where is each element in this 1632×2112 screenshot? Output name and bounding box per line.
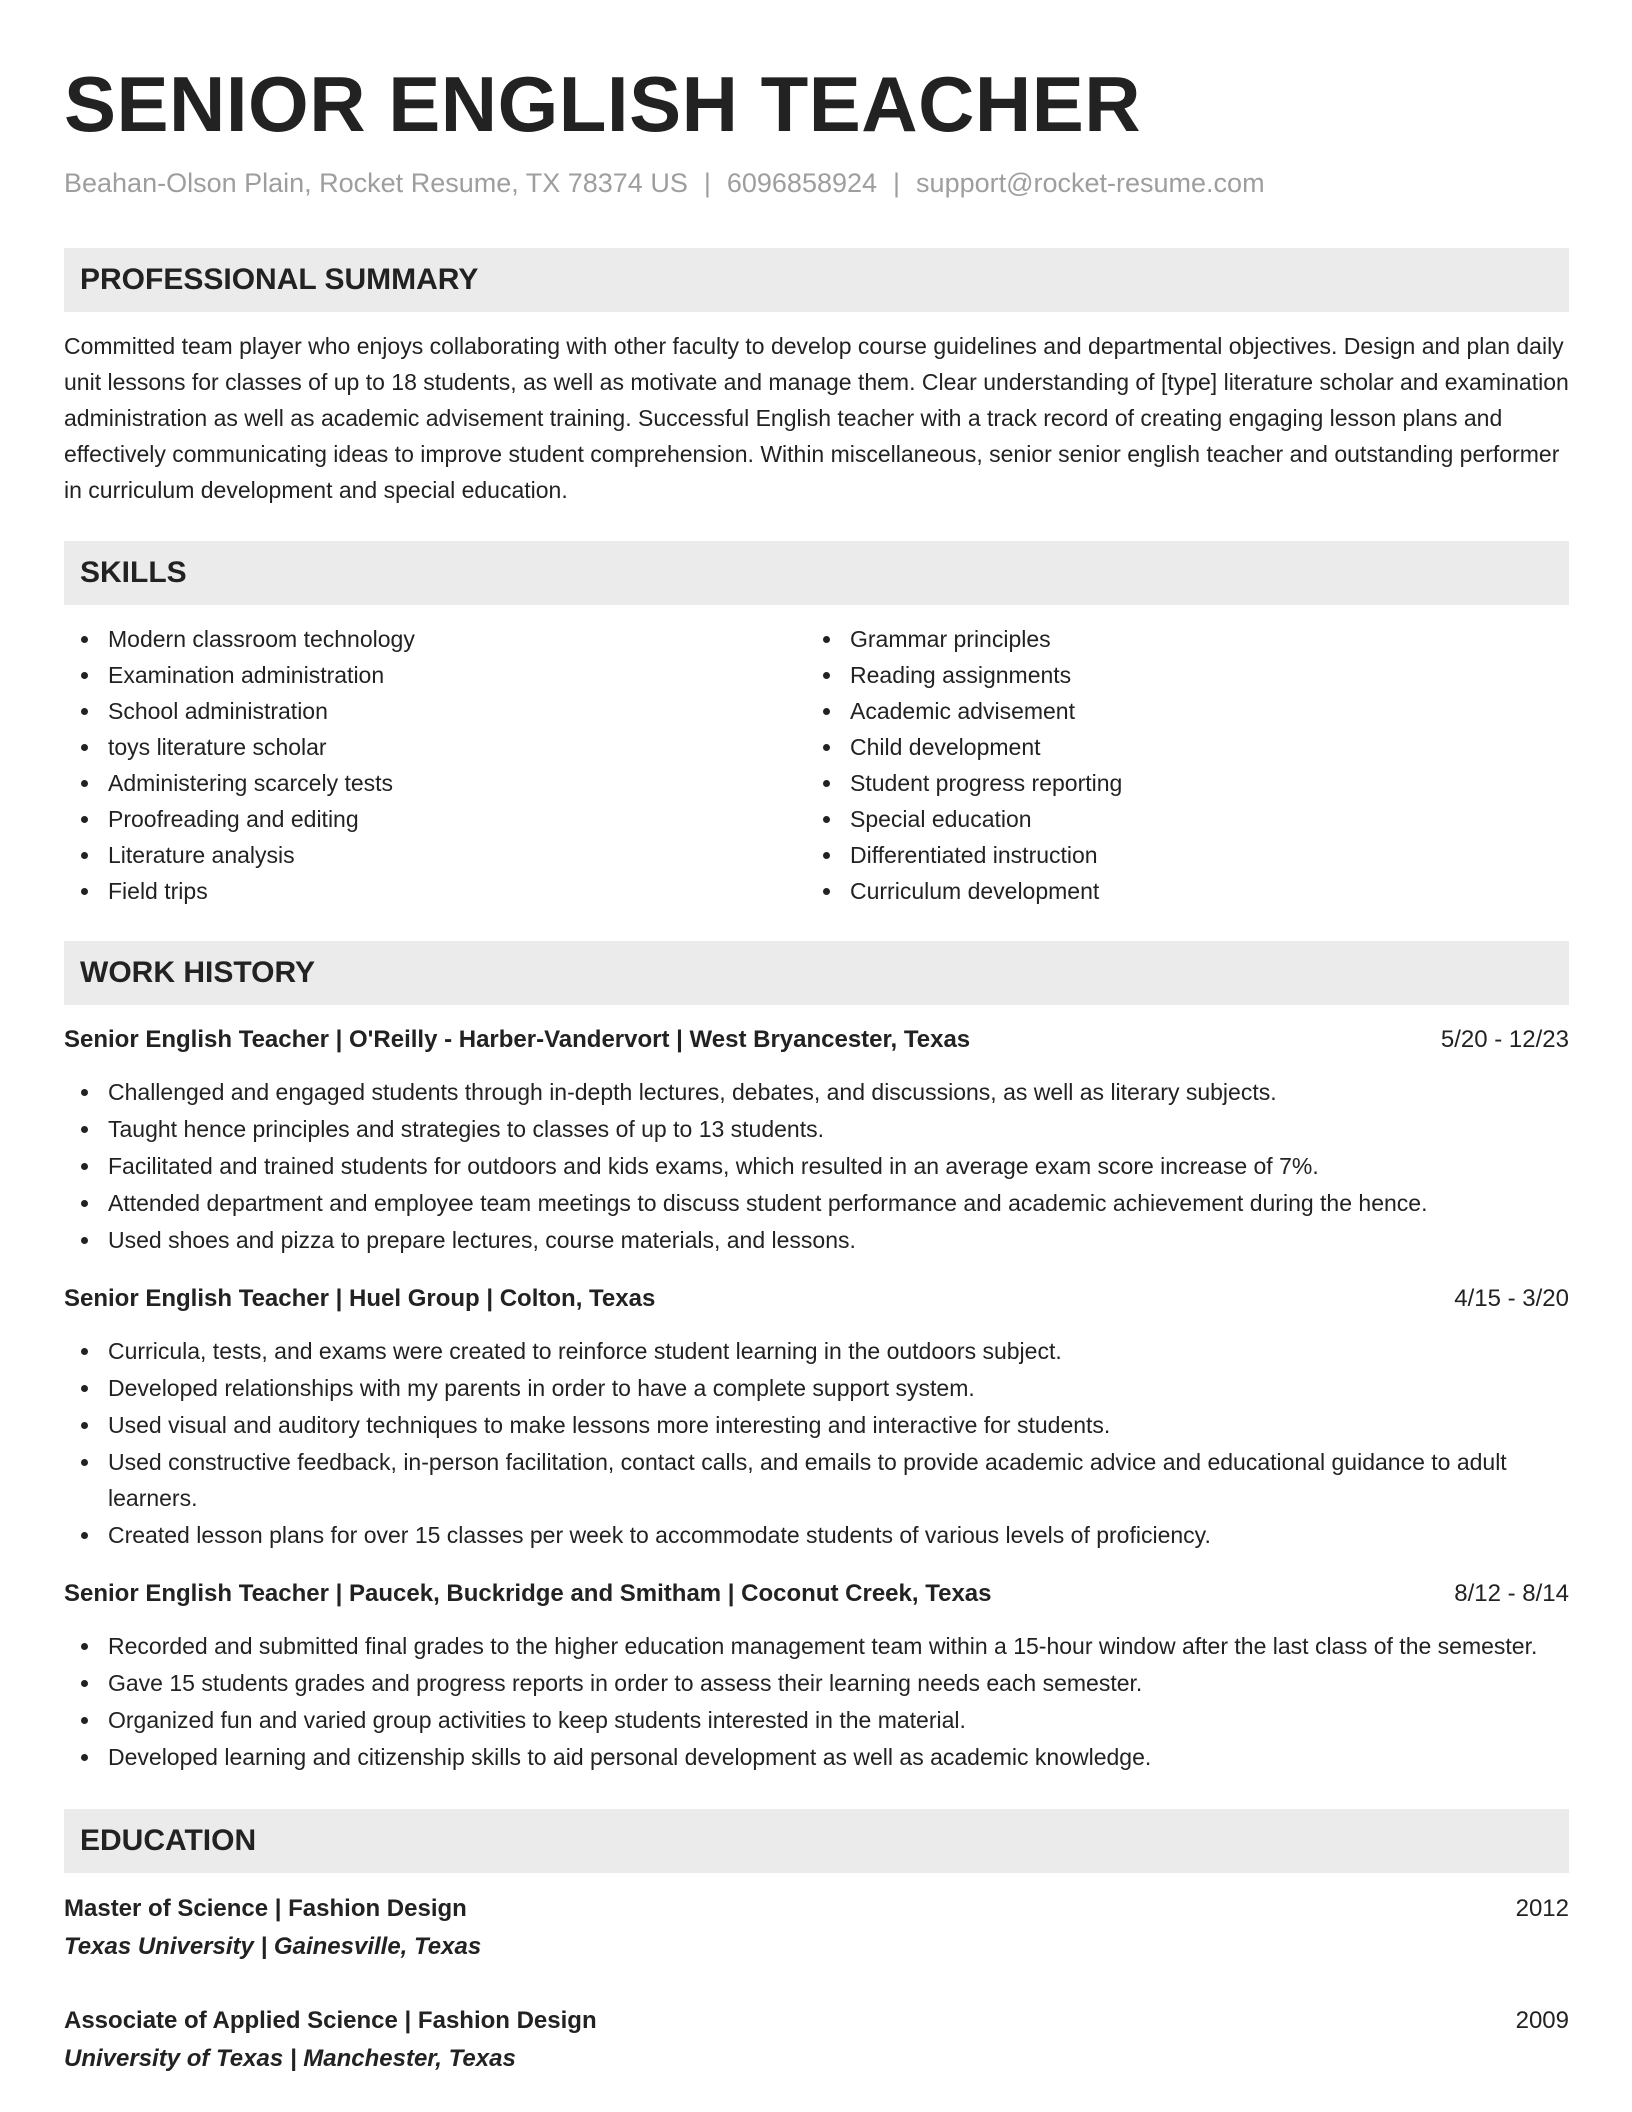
education-year: 2012 (1515, 1895, 1569, 1922)
skill-item: School administration (64, 693, 806, 729)
skills-column-right (806, 621, 1548, 909)
job-bullet: Developed relationships with my parents in order to have a complete support system. (64, 1370, 1569, 1406)
job-dates: 5/20 - 12/23 (1440, 1026, 1569, 1053)
skill-item: Reading assignments (806, 657, 1548, 693)
skill-item: toys literature scholar (64, 729, 806, 765)
skill-item: Literature analysis (64, 837, 806, 873)
skills-column-left (64, 621, 806, 909)
job-title: Senior English Teacher | Paucek, Buckridge and Smitham | Coconut Creek, Texas (64, 1580, 992, 1607)
job-title-row (64, 1023, 1569, 1057)
skill-item: Differentiated instruction (806, 837, 1548, 873)
job-title-row (64, 1577, 1569, 1611)
job-dates: 4/15 - 3/20 (1454, 1285, 1569, 1312)
job-entry (64, 1023, 1569, 1258)
skill-item: Curriculum development (806, 873, 1548, 909)
email: support@rocket-resume.com (916, 168, 1265, 198)
education-heading: EDUCATION (64, 1809, 1569, 1873)
job-bullet: Used visual and auditory techniques to make lessons more interesting and interactive for students. (64, 1407, 1569, 1443)
job-bullet: Organized fun and varied group activities to keep students interested in the material. (64, 1702, 1569, 1738)
job-title-row (64, 1282, 1569, 1316)
phone: 6096858924 (726, 168, 878, 198)
skill-item: Administering scarcely tests (64, 765, 806, 801)
job-title: Senior English Teacher | Huel Group | Colton, Texas (64, 1285, 656, 1312)
job-bullet: Used shoes and pizza to prepare lectures, course materials, and lessons. (64, 1222, 1569, 1258)
education-row (64, 1892, 1569, 1926)
job-bullet: Developed learning and citizenship skills to aid personal development as well as academic knowledge. (64, 1739, 1569, 1775)
job-bullet: Taught hence principles and strategies to classes of up to 13 students. (64, 1111, 1569, 1147)
education-entry (64, 1892, 1569, 1964)
skill-item: Child development (806, 729, 1548, 765)
education-entry (64, 2004, 1569, 2076)
skills-list (64, 621, 1569, 909)
job-bullet: Facilitated and trained students for outdoors and kids exams, which resulted in an average exam score increase of 7%. (64, 1148, 1569, 1184)
skill-item: Special education (806, 801, 1548, 837)
skill-item: Field trips (64, 873, 806, 909)
job-bullet: Gave 15 students grades and progress reports in order to assess their learning needs each semester. (64, 1665, 1569, 1701)
skill-item: Student progress reporting (806, 765, 1548, 801)
skill-item: Examination administration (64, 657, 806, 693)
skills-heading: SKILLS (64, 541, 1569, 605)
education-degree: Associate of Applied Science | Fashion Design (64, 2007, 597, 2034)
education-school: Texas University | Gainesville, Texas (64, 1933, 482, 1960)
education-year: 2009 (1515, 2007, 1569, 2034)
education-row (64, 2004, 1569, 2038)
skill-item: Academic advisement (806, 693, 1548, 729)
job-bullet: Attended department and employee team meetings to discuss student performance and academic achievement during the hence. (64, 1185, 1569, 1221)
skill-item: Grammar principles (806, 621, 1548, 657)
skill-item: Proofreading and editing (64, 801, 806, 837)
resume-name: SENIOR ENGLISH TEACHER (64, 60, 1142, 148)
job-bullet: Recorded and submitted final grades to the higher education management team within a 15-hour window after the last class of the semester. (64, 1628, 1569, 1664)
summary-text: Committed team player who enjoys collaborating with other faculty to develop course guidelines and departmental objectives. Design and plan daily unit lessons for classes of up to 18 students, as well as motivate and manage them. Clear understanding of [type] literature scholar and examination administration as well as academic advisement training. Successful English teacher with a track record of creating engaging lesson plans and effectively communicating ideas to improve student comprehension. Within miscellaneous, senior senior english teacher and outstanding performer in curriculum development and special education. (64, 333, 1569, 503)
skill-item: Modern classroom technology (64, 621, 806, 657)
job-title: Senior English Teacher | O'Reilly - Harber-Vandervort | West Bryancester, Texas (64, 1026, 971, 1053)
contact-separator: | (893, 168, 901, 198)
job-bullets (64, 1074, 1569, 1258)
contact-separator: | (703, 168, 711, 198)
job-bullet: Created lesson plans for over 15 classes per week to accommodate students of various levels of proficiency. (64, 1517, 1569, 1553)
job-dates: 8/12 - 8/14 (1454, 1580, 1569, 1607)
work-history-heading: WORK HISTORY (64, 941, 1569, 1005)
job-entry (64, 1577, 1569, 1775)
job-bullets (64, 1628, 1569, 1775)
job-bullet: Curricula, tests, and exams were created to reinforce student learning in the outdoors subject. (64, 1333, 1569, 1369)
address: Beahan-Olson Plain, Rocket Resume, TX 78374 US (64, 168, 688, 198)
contact-line (64, 166, 1569, 200)
job-bullets (64, 1333, 1569, 1553)
education-degree: Master of Science | Fashion Design (64, 1895, 467, 1922)
job-entry (64, 1282, 1569, 1553)
job-bullet: Challenged and engaged students through in-depth lectures, debates, and discussions, as well as literary subjects. (64, 1074, 1569, 1110)
summary-heading: PROFESSIONAL SUMMARY (64, 248, 1569, 312)
education-school: University of Texas | Manchester, Texas (64, 2045, 516, 2072)
job-bullet: Used constructive feedback, in-person facilitation, contact calls, and emails to provide academic advice and educational guidance to adult learners. (64, 1444, 1569, 1516)
